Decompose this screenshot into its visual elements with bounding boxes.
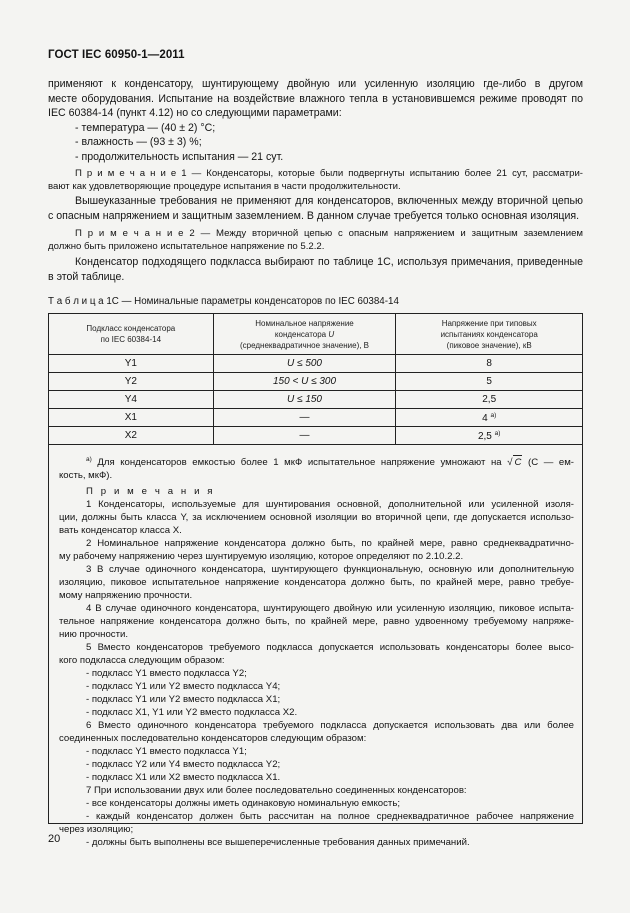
notes-title: П р и м е ч а н и я — [86, 486, 216, 497]
cell-voltage: — — [213, 427, 396, 445]
footnote-mark: а) — [494, 429, 501, 437]
note-line: соединенных последовательно конденсаторов следующим образом: — [59, 733, 367, 744]
cell-subclass: Y2 — [49, 373, 214, 391]
note-line: 2 Номинальное напряжение конденсатора должно быть, по крайней мере, равно среднеквадратично- — [86, 538, 574, 549]
list-item: - каждый конденсатор должен быть рассчитан на полное среднеквадратичное рабочее напряжение — [86, 811, 574, 822]
note-line: 4 В случае одиночного конденсатора, шунтирующего двойную или усиленную изоляцию, пиковое испыта- — [86, 603, 574, 614]
table-caption-label: Т а б л и ц а — [48, 296, 104, 307]
paragraph-1 — [48, 77, 583, 164]
note-line: нию прочности. — [59, 629, 129, 640]
table-row — [49, 355, 583, 373]
notes-block — [59, 485, 574, 849]
paragraph-2 — [48, 194, 583, 223]
note-line: мому напряжению прочности. — [59, 590, 193, 601]
cell-voltage: 150 < U ≤ 300 — [213, 373, 396, 391]
list-item: - подкласс Y1 вместо подкласса Y2; — [86, 668, 247, 679]
table-row — [49, 373, 583, 391]
capacitor-table — [48, 313, 583, 445]
footnote-mark: а) — [86, 456, 92, 463]
page-number: 20 — [48, 833, 61, 845]
note-2 — [48, 227, 583, 253]
header-test-voltage: Напряжение при типовых испытаниях конденсатора (пиковое значение), кВ — [396, 314, 583, 355]
text-line: IEC 60384-14 (пункт 4.12) но со следующими параметрами: — [48, 107, 342, 119]
list-item: - подкласс Y1 вместо подкласса Y1; — [86, 746, 247, 757]
note-text: должно быть приложено испытательное напряжение по 5.2.2. — [48, 241, 325, 252]
table-row — [49, 391, 583, 409]
text-line: применяют к конденсатору, шунтирующему двойную или усиленную изоляцию где-либо в другом — [48, 78, 583, 90]
list-item: - подкласс Y1 или Y2 вместо подкласса Y4; — [86, 681, 281, 692]
note-line: ции, должны быть класса Y, за исключением основной изоляции во вторичной цепи, где допускается использо- — [59, 512, 574, 523]
text-line: Конденсатор подходящего подкласса выбирают по таблице 1С, используя примечания, приведенные — [75, 256, 583, 268]
note-line: вать конденсатор класса X. — [59, 525, 182, 536]
footnote-mark: а) — [490, 411, 497, 419]
note-1 — [48, 167, 583, 193]
table-row — [49, 409, 583, 427]
list-item: - подкласс Y2 или Y4 вместо подкласса Y2; — [86, 759, 281, 770]
header-rated-voltage: Номинальное напряжение конденсатора U (среднеквадратичное значение), В — [213, 314, 396, 355]
note-text: — Конденсаторы, которые были подвергнуты испытанию более 21 сут, рассматри- — [191, 168, 583, 179]
note-line: 6 Вместо одиночного конденсатора требуемого подкласса допускается использовать два или более — [86, 720, 574, 731]
list-item: через изоляцию; — [59, 824, 134, 835]
document-header: ГОСТ IEC 60950-1—2011 — [48, 49, 185, 61]
list-item: - подкласс X1 или X2 вместо подкласса X1. — [86, 772, 281, 783]
text-line: с опасным напряжением и защитным заземлением. В данном случае требуется только основная изоляция. — [48, 209, 580, 222]
cell-test: 5 — [396, 373, 583, 391]
table-row — [49, 427, 583, 445]
note-text: вают как удовлетворяющие процедуре испытания в части продолжительности. — [48, 181, 401, 192]
header-subclass: Подкласс конденсатора по IEC 60384-14 — [49, 314, 214, 355]
cell-subclass: X2 — [49, 427, 214, 445]
note-line: 5 Вместо конденсаторов требуемого подкласса допускается использовать конденсаторы более высо- — [86, 642, 574, 653]
note-label: П р и м е ч а н и е 1 — [75, 168, 187, 179]
table-header-row — [49, 314, 583, 355]
note-line: изоляцию, пиковое испытательное напряжение конденсатора должно быть, по крайней мере, равно требуе- — [59, 577, 574, 588]
list-item: - подкласс Y1 или Y2 вместо подкласса X1; — [86, 694, 281, 705]
list-item: - подкласс X1, Y1 или Y2 вместо подкласса X2. — [86, 707, 298, 718]
table-caption-text: 1С — Номинальные параметры конденсаторов по IEC 60384-14 — [106, 296, 399, 307]
text-line: Вышеуказанные требования не применяют для конденсаторов, включенных между вторичной цепью — [75, 195, 583, 207]
note-label: П р и м е ч а н и е 2 — [75, 228, 195, 239]
cell-test: 2,5 — [396, 391, 583, 409]
cell-voltage: U ≤ 500 — [213, 355, 396, 373]
param-item: - влажность — (93 ± 3) %; — [75, 136, 202, 148]
cell-voltage: U ≤ 150 — [213, 391, 396, 409]
note-line: 3 В случае одиночного конденсатора, шунтирующего функциональную, основную или дополнительную — [86, 564, 574, 575]
footnote-a: $^{а)}$ Для конденсаторов емкостью более 1 мкФ испытательное напряжение умножают на √ C (С — ем- кость, мкФ). — [59, 456, 574, 481]
cell-test: 4 $^{а)}$ — [396, 409, 583, 427]
note-line: тельное напряжение конденсатора должно быть, по крайней мере, равно удвоенному требуемому напряже- — [59, 616, 574, 627]
cell-subclass: X1 — [49, 409, 214, 427]
param-item: - продолжительность испытания — 21 сут. — [75, 150, 284, 163]
cell-subclass: Y1 — [49, 355, 214, 373]
sqrt-icon: √ C — [507, 457, 522, 468]
param-item: - температура — (40 ± 2) °С; — [75, 121, 216, 134]
note-line: 1 Конденсаторы, используемые для шунтирования основной, дополнительной или усиленной изоля- — [86, 499, 574, 510]
note-line: кого подкласса следующим образом: — [59, 655, 225, 666]
table-caption — [48, 296, 399, 307]
cell-voltage: — — [213, 409, 396, 427]
list-item: - все конденсаторы должны иметь одинаковую номинальную емкость; — [86, 798, 400, 809]
paragraph-3 — [48, 255, 583, 284]
note-line: му рабочему напряжению через шунтируемую изоляцию, которое определяют по 2.10.2.2. — [59, 551, 464, 562]
note-line: 7 При использовании двух или более последовательно соединенных конденсаторов: — [86, 785, 467, 796]
text-line: месте оборудования. Испытание на воздействие влажного тепла в установившемся режиме проводят по — [48, 92, 583, 105]
cell-test: 8 — [396, 355, 583, 373]
cell-subclass: Y4 — [49, 391, 214, 409]
note-text: — Между вторичной цепью с опасным напряжением и защитным заземлением — [200, 228, 583, 239]
cell-test: 2,5 $^{а)}$ — [396, 427, 583, 445]
text-line: в этой таблице. — [48, 270, 125, 283]
list-item: - должны быть выполнены все вышеперечисленные требования данных примечаний. — [86, 837, 470, 848]
